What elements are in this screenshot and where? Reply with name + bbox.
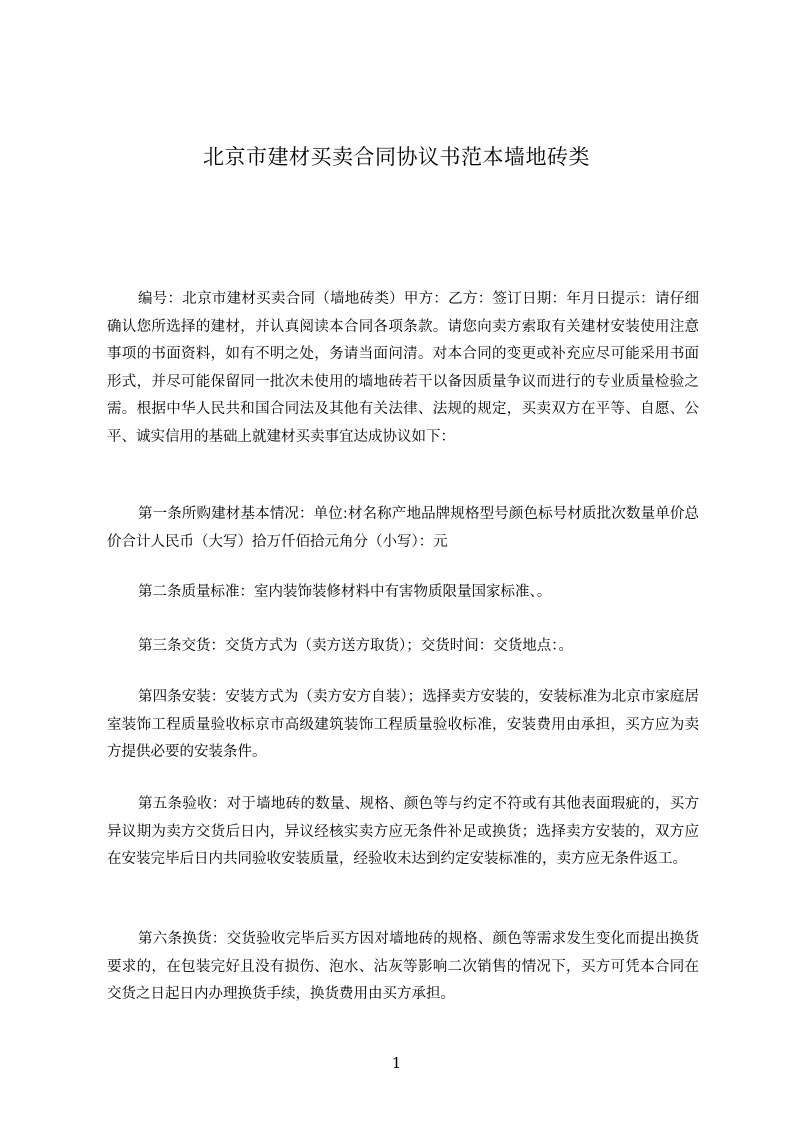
article-4: 第四条安装：安装方式为（卖方安方自装）；选择卖方安装的，安装标准为北京市家庭居室装饰工程质量验收标京市高级建筑装饰工程质量验收标准，安装费用由承担，买方应为卖方提供必要的安装条件。 [107, 689, 699, 760]
document-title: 北京市建材买卖合同协议书范本墙地砖类 [203, 145, 590, 169]
article-3: 第三条交货：交货方式为（卖方送方取货）；交货时间：交货地点：。 [138, 638, 573, 654]
intro-paragraph: 编号：北京市建材买卖合同（墙地砖类）甲方：乙方：签订日期：年月日提示：请仔细确认您所选择的建材，并认真阅读本合同各项条款。请您向卖方索取有关建材安装使用注意事项的书面资料，如有不明之处，务请当面问清。对本合同的变更或补充应尽可能采用书面形式，并尽可能保留同一批次未使用的墙地砖若干以备因质量争议而进行的专业质量检验之需。根据中华人民共和国合同法及其他有关法律、法规的规定，买卖双方在平等、自愿、公平、诚实信用的基础上就建材买卖事宜达成协议如下： [107, 291, 699, 445]
article-6: 第六条换货：交货验收完毕后买方因对墙地砖的规格、颜色等需求发生变化而提出换货要求的，在包装完好且没有损伤、泡水、沾灰等影响二次销售的情况下，买方可凭本合同在交货之日起日内办理换货手续，换货费用由买方承担。 [107, 931, 699, 1002]
article-2: 第二条质量标准：室内装饰装修材料中有害物质限量国家标准、。 [138, 584, 552, 600]
article-1: 第一条所购建材基本情况：单位:材名称产地品牌规格型号颜色标号材质批次数量单价总价合计人民币（大写）拾万仟佰拾元角分（小写）：元 [107, 506, 699, 550]
page-number: 1 [391, 1054, 402, 1072]
article-5: 第五条验收：对于墙地砖的数量、规格、颜色等与约定不符或有其他表面瑕疵的，买方异议期为卖方交货后日内，异议经核实卖方应无条件补足或换货；选择卖方安装的，双方应在安装完毕后日内共同验收安装质量，经验收未达到约定安装标准的，卖方应无条件返工。 [107, 796, 699, 867]
